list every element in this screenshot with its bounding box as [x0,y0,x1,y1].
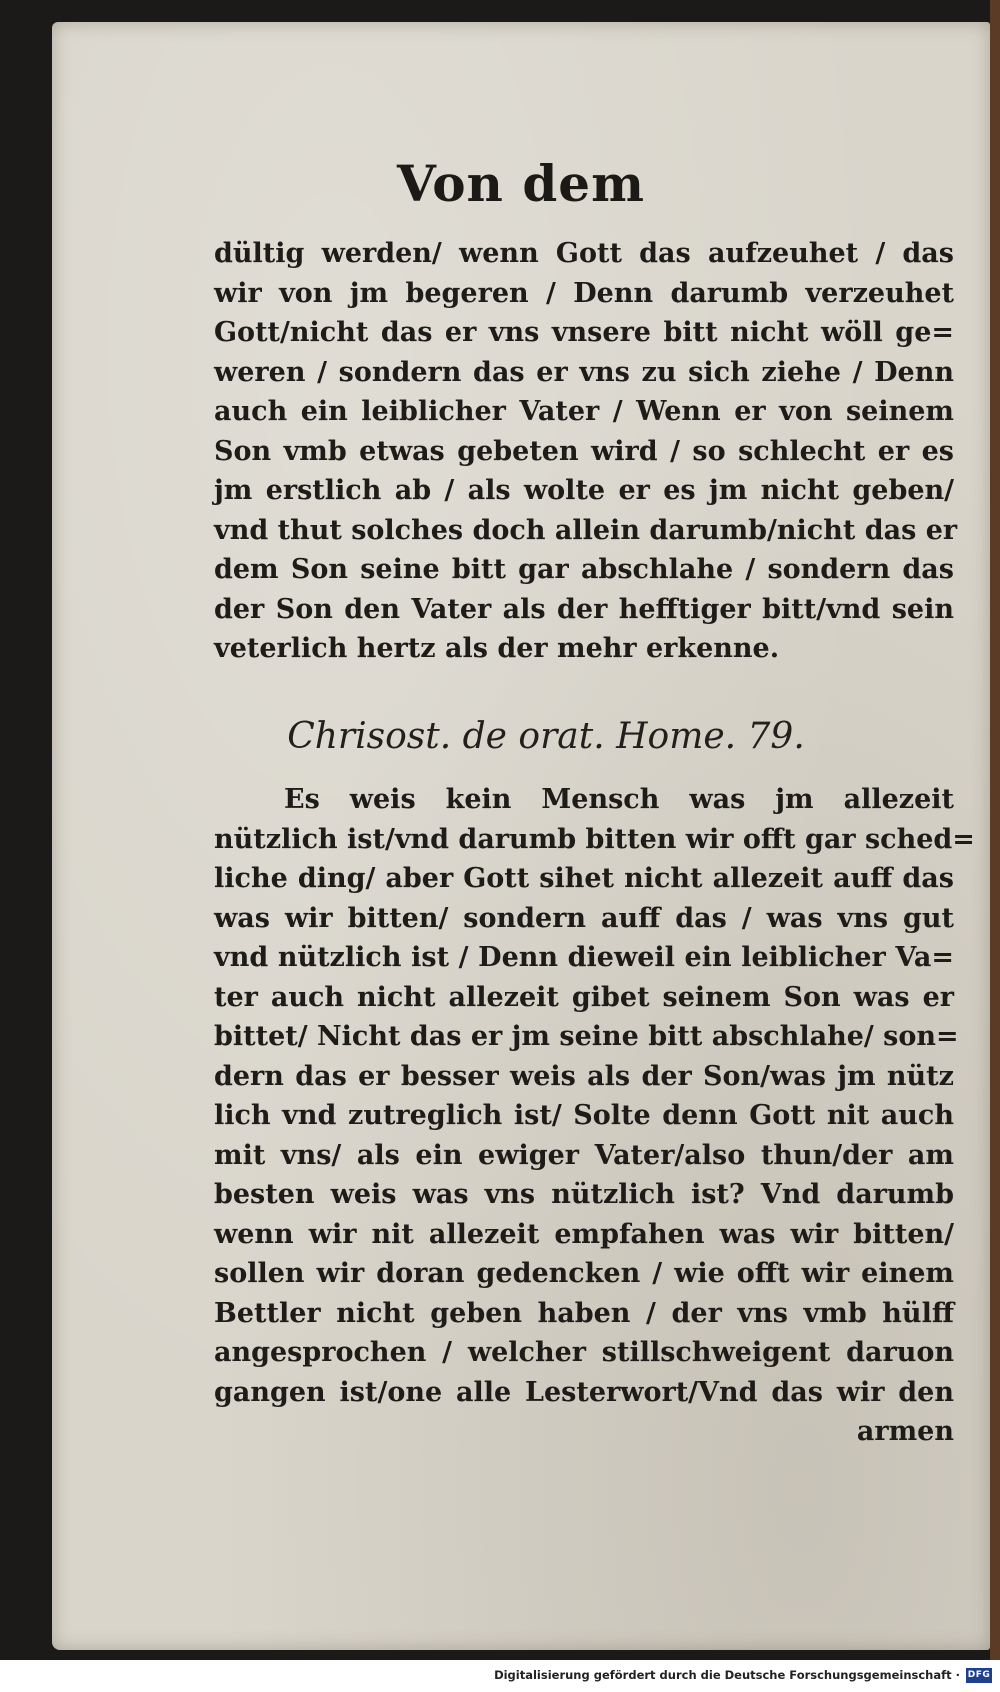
text-line: bittet/ Nicht das er jm seine bitt abschlahe/ son= [214,1021,959,1052]
text-line: der Son den Vater als der hefftiger bitt/vnd sein [214,593,954,625]
running-head: Von dem [397,154,645,213]
text-line: Bettler nicht geben haben / der vns vmb hülff [214,1297,954,1329]
book-edge [990,0,1000,1660]
text-line: veterlich hertz als der mehr erkenne. [214,633,780,664]
text-line: jm erstlich ab / als wolte er es jm nicht geben/ [214,475,954,506]
text-line: wir von jm begeren / Denn darumb verzeuhet [214,277,954,309]
text-line: lich vnd zutreglich ist/ Solte denn Gott nit auch [214,1100,954,1131]
text-block-1 [214,234,958,669]
text-line: dültig werden/ wenn Gott das aufzeuhet / das [214,238,954,269]
text-line: dern das er besser weis als der Son/was jm nütz [214,1060,954,1092]
text-line: gangen ist/one alle Lesterwort/Vnd das wir den [214,1376,954,1408]
digitization-footer [0,1660,1000,1692]
text-line: vnd thut solches doch allein darumb/nicht das er [214,514,958,546]
text-line: auch ein leiblicher Vater / Wenn er von seinem [214,396,954,427]
text-line: Gott/nicht das er vns vnsere bitt nicht wöll ge= [214,317,954,348]
text-line: ter auch nicht allezeit gibet seinem Son was er [214,981,954,1013]
text-line: besten weis was vns nützlich ist? Vnd darumb [214,1179,954,1210]
text-line: nützlich ist/vnd darumb bitten wir offt gar sched= [214,823,975,855]
text-line: dem Son seine bitt gar abschlahe / sondern das [214,554,954,585]
funding-credit: Digitalisierung gefördert durch die Deutsche Forschungsgemeinschaft · [494,1668,960,1682]
text-line: liche ding/ aber Gott sihet nicht allezeit auff das [214,863,954,894]
text-line: wenn wir nit allezeit empfahen was wir bitten/ [214,1218,954,1250]
text-line: angesprochen / welcher stillschweigent daruon [214,1337,954,1368]
text-line: Son vmb etwas gebeten wird / so schlecht er es [214,435,954,467]
text-line: Es weis kein Mensch was jm allezeit [284,784,954,815]
text-line: sollen wir doran gedencken / wie offt wir einem [214,1258,954,1289]
text-line: was wir bitten/ sondern auff das / was vns gut [214,902,954,934]
text-line: mit vns/ als ein ewiger Vater/also thun/der am [214,1139,954,1171]
citation-heading: Chrisost. de orat. Home. 79. [287,716,805,757]
text-line: weren / sondern das er vns zu sich ziehe / Denn [214,356,954,388]
catchword: armen [856,1416,954,1447]
text-block-2 [214,780,975,1452]
book-page [52,22,990,1650]
text-line: vnd nützlich ist / Denn dieweil ein leiblicher Va= [214,942,954,973]
dfg-logo: DFG [966,1668,992,1683]
